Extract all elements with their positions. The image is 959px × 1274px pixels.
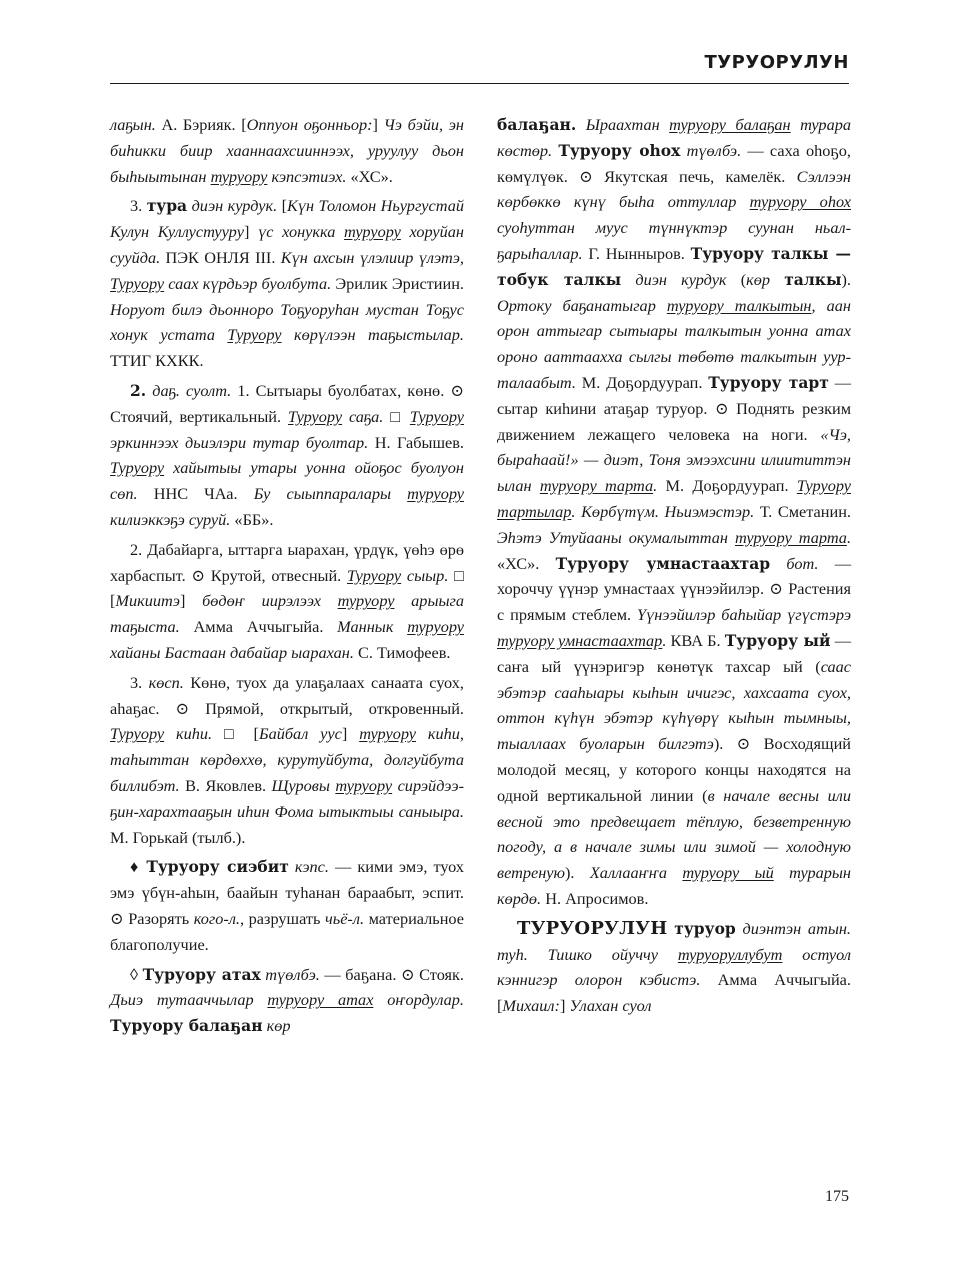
- body-text: ).: [841, 269, 851, 289]
- italic-text: бот.: [770, 553, 819, 573]
- body-text: ]: [244, 222, 259, 242]
- body-text: — сытар киһини атаҕар туруор. ⊙ Поднять резким движением лежащего человека на ноги.: [497, 372, 851, 444]
- example-term: туруору: [359, 724, 416, 744]
- body-text: Амма Аччыгыйа. [: [497, 970, 851, 1016]
- italic-text: көр: [262, 1016, 291, 1036]
- body-text: Н. Габышев.: [368, 432, 464, 452]
- italic-text: Маннык: [337, 617, 408, 637]
- bold-term: Туруору оһох: [558, 140, 681, 160]
- bold-term: Туруору умнастаахтар: [555, 553, 771, 573]
- entry-headword: ТУРУОРУЛУН: [517, 917, 668, 939]
- bold-term: Туруору тарт: [708, 372, 829, 392]
- italic-text: .: [662, 630, 667, 650]
- example-term: туруоруллубут: [677, 944, 783, 964]
- body-text: ПЭК ОНЛЯ III.: [160, 247, 281, 267]
- example-term: туруору оһох: [749, 192, 852, 212]
- body-text: М. Доҕордуурап.: [575, 372, 709, 392]
- example-term: туруору: [407, 484, 464, 504]
- dictionary-paragraph: [497, 112, 851, 912]
- body-text: (: [726, 269, 747, 289]
- italic-text: диэн курдук: [621, 269, 727, 289]
- bold-term: 2.: [130, 380, 147, 400]
- italic-text: хайытыы утары уонна ойоҕос буолуон сөп.: [110, 458, 464, 504]
- body-text: ]: [372, 115, 384, 134]
- dictionary-paragraph: [110, 962, 464, 1039]
- body-text: В. Яковлев.: [179, 775, 272, 795]
- italic-text: остуол кэннигэр олорон кэбистэ.: [497, 944, 851, 990]
- italic-text: Эһэтэ Утуйааны окумалыттан: [497, 527, 735, 547]
- body-text: [770, 270, 784, 289]
- body-text: 2. Дабайарга, ыттарга ыарахан, үрдүк, үөһэ өрө харбаспыт. ⊙ Крутой, отвесный.: [110, 539, 464, 585]
- italic-text: килиэккэҕэ суруй.: [110, 509, 231, 529]
- body-text: ННС ЧАа.: [137, 484, 254, 504]
- italic-text: диэн курдук.: [187, 196, 278, 216]
- example-term: туруору: [210, 166, 268, 186]
- dictionary-paragraph: [497, 916, 851, 1019]
- example-term: туруору атах: [267, 990, 374, 1010]
- body-text: М. Доҕордуурап.: [657, 476, 797, 496]
- italic-text: арыыга таҕыста.: [110, 591, 464, 637]
- body-text: — саха оһоҕо, көмүлүөк. ⊙ Якутская печь, камелёк.: [497, 140, 851, 186]
- italic-text: «Чэ, быраһаай!» — диэт, Тоня эмээхсини илиититтэн ылан: [497, 424, 851, 496]
- example-term: туруору тарта: [734, 527, 847, 547]
- body-text: — саҥа ый үүнэригэр көнөтүк тахсар ый (: [497, 630, 851, 676]
- italic-text: чьё-л.: [325, 908, 365, 928]
- body-text: С. Тимофеев.: [353, 642, 451, 662]
- bold-term: Туруору сиэбит: [146, 857, 289, 877]
- example-term: туруору умнастаахтар: [497, 630, 663, 650]
- body-text: ]: [179, 591, 203, 611]
- dictionary-paragraph: [110, 193, 464, 374]
- italic-text: Ортоку баҕанатыгар: [497, 295, 667, 315]
- body-text: «ХС».: [497, 553, 556, 573]
- italic-text: Байбал уус: [258, 724, 342, 744]
- bold-term: Туруору балаҕан: [110, 1016, 263, 1036]
- italic-text: Халлааҥҥа: [589, 863, 683, 883]
- italic-text: сыыр.: [401, 565, 449, 585]
- italic-text: Чэ бэйи, эн биһикки биир хааннаахсииннээх, уруулуу дьон быһыытынан: [110, 115, 464, 186]
- running-header-title: ТУРУОРУЛУН: [704, 52, 849, 73]
- italic-text: диэнтэн атын. туһ.: [497, 918, 852, 964]
- right-column: [497, 112, 851, 1023]
- example-term: туруору талкытын: [666, 295, 812, 315]
- bold-term: Туруору талкы — тобук талкы: [497, 243, 851, 289]
- italic-text: көрүлээн таҕыстылар.: [281, 325, 464, 345]
- italic-text: хайаны Бастаан дабайар ыарахан.: [110, 642, 354, 662]
- body-text: , разрушать: [240, 908, 326, 928]
- italic-text: Үүнээйилэр баһыйар үгүстэрэ: [637, 605, 852, 625]
- italic-text: Улахан суол: [569, 996, 652, 1016]
- italic-text: Норуот билэ дьонноро Тоҕуоруһан мустан Тоҕус хонук устата: [110, 299, 464, 345]
- body-text: ]: [559, 996, 570, 1016]
- example-term: Туруору: [347, 565, 402, 585]
- italic-text: .: [653, 476, 658, 496]
- body-text: ◊: [130, 964, 143, 984]
- italic-text: Микиитэ: [115, 591, 180, 611]
- italic-text: суоһуттан муус түннүктэр суунан ньалҕарыһаллар.: [497, 218, 851, 263]
- body-text: 3.: [130, 672, 149, 692]
- body-text: М. Горькай (тылб.).: [110, 827, 246, 847]
- example-term: Туруору: [110, 273, 165, 293]
- example-term: Туруору: [227, 325, 282, 345]
- italic-text: Щуровы: [271, 775, 336, 795]
- italic-text: , аан орон аттыгар сытыары талкытын уонна атах ороно ааттаахха сылгы төбөтө талкытын уурталаабыт.: [497, 295, 851, 392]
- example-term: Туруору: [409, 406, 464, 426]
- body-text: Г. Нынныров.: [582, 243, 691, 263]
- page-number: 175: [825, 1188, 849, 1205]
- italic-text: Оппуон оҕонньор:: [246, 115, 373, 134]
- italic-text: оҥордулар.: [373, 990, 464, 1010]
- body-text: □ [: [212, 724, 259, 744]
- body-text: материальное благополучие.: [110, 908, 464, 954]
- italic-text: түөлбэ.: [680, 140, 742, 160]
- italic-text: Бу сыыппаралары: [253, 484, 408, 504]
- body-text: Амма Аччыгыйа.: [179, 617, 338, 637]
- italic-text: кэпс.: [288, 857, 329, 877]
- example-term: туруору: [335, 775, 393, 795]
- italic-text: .: [846, 527, 852, 547]
- body-text: □ [: [110, 565, 465, 611]
- body-text: Т. Сметанин.: [754, 501, 851, 521]
- italic-text: даҕ. суолт.: [146, 380, 232, 400]
- body-text: 1. Сытыары буолбатах, көнө. ⊙ Стоячий, вертикальный.: [110, 380, 464, 426]
- body-text: «ХС».: [346, 166, 393, 186]
- italic-text: көр: [746, 269, 771, 289]
- italic-text: кэпсэтиэх.: [267, 166, 347, 186]
- example-term: туруору: [344, 222, 401, 242]
- italic-text: турарын көрдө.: [497, 863, 851, 908]
- body-text: — кими эмэ, туох эмэ үбүн-аһын, баайын туһанан бараабыт, эспит. ⊙ Разорять: [110, 857, 464, 928]
- italic-text: бөдөҥ иирэлээх: [202, 591, 338, 611]
- body-text: А. Бэрияк. [: [155, 115, 247, 134]
- example-term: туруору тарта: [539, 476, 654, 496]
- italic-text: киһи, таһыттан көрдөххө, курутуйбута, долгуйбута биллибэт.: [110, 724, 464, 795]
- italic-text: в начале весны или весной это предвещает тёплую, безветренную погоду, а в начале зимы или зимой — холодную ветреную: [497, 785, 851, 883]
- italic-text: Ыраахтан: [576, 115, 670, 134]
- example-term: Туруору: [287, 406, 343, 426]
- italic-text: эркиннээх дьиэлэри тутар буолтар.: [110, 432, 369, 452]
- italic-text: сирэйдээҕин-харахтааҕын иһин Фома ытыктыы саныыра.: [110, 775, 464, 821]
- bold-term: Туруору ый: [724, 630, 831, 650]
- body-text: ♦: [130, 857, 147, 877]
- example-term: Туруору тартылар: [497, 476, 851, 521]
- body-text: — хороччу үүнэр умнастаах үүнээйилэр. ⊙ Растения с прямым стеблем.: [497, 553, 852, 625]
- bold-term: туруор: [674, 918, 736, 938]
- italic-text: көсп.: [148, 672, 184, 692]
- example-term: туруору балаҕан: [669, 115, 791, 134]
- example-term: Туруору: [110, 724, 165, 744]
- italic-text: турара көстөр.: [497, 115, 851, 160]
- italic-text: киһи.: [164, 724, 213, 744]
- italic-text: Күн ахсын үлэлиир үлэтэ,: [280, 247, 464, 267]
- body-text: «ББ».: [230, 509, 274, 529]
- bold-term: талкы: [784, 269, 842, 289]
- body-text: ). ⊙ Восходящий молодой месяц, у которого концы находятся на одной вертикальной линии (: [497, 734, 851, 805]
- body-text: — баҕана. ⊙ Стояк.: [319, 964, 464, 984]
- example-term: туруору: [407, 617, 464, 637]
- bold-term: Туруору атах: [142, 964, 261, 984]
- italic-text: . Көрбүтүм. Ньиэмэстэр.: [571, 501, 755, 521]
- body-text: Н. Апросимов.: [541, 888, 649, 908]
- italic-text: саах күрдьэр буолбута.: [164, 273, 332, 293]
- bold-term: тура: [146, 196, 188, 216]
- dictionary-paragraph: [110, 854, 464, 957]
- example-term: Туруору: [110, 458, 165, 478]
- body-text: ]: [341, 724, 360, 744]
- italic-text: саҕа.: [342, 406, 384, 426]
- example-term: туруору: [337, 591, 395, 611]
- body-text: [: [277, 196, 288, 216]
- dictionary-paragraph: [110, 670, 464, 851]
- bold-term: балаҕан.: [497, 115, 577, 134]
- body-text: ТТИГ КХКК.: [110, 351, 204, 371]
- header-rule: [110, 83, 849, 84]
- italic-text: саас эбэтэр сааһыары кыһын ичигэс, хахсаата суох, оттон күһүн эбэтэр күһүөрү кыһын тымныы, тыаллаах буоларын билгэтэ: [497, 656, 851, 754]
- body-text: КВА Б.: [666, 630, 725, 650]
- body-text: ).: [565, 863, 590, 883]
- italic-text: лаҕын.: [110, 115, 156, 134]
- dictionary-paragraph: [110, 112, 464, 189]
- italic-text: Дьиэ тутааччылар: [110, 990, 268, 1010]
- dictionary-paragraph: [110, 537, 464, 666]
- dictionary-paragraph: [110, 378, 464, 533]
- body-text: Эрилик Эристиин.: [331, 273, 464, 293]
- example-term: туруору ый: [682, 863, 774, 883]
- italic-text: Сэллээн көрбөккө күнү быһа оттуллар: [497, 166, 851, 212]
- italic-text: үс хонукка: [258, 222, 345, 242]
- italic-text: хоруйан сууйда.: [110, 222, 464, 267]
- body-text: Көнө, туох да улаҕалаах санаата суох, аһаҕас. ⊙ Прямой, открытый, откровенный.: [110, 672, 465, 718]
- italic-text: Күн Толомон Ньургустай Кулун Куллустуурy: [110, 196, 464, 242]
- italic-text: түөлбэ.: [260, 964, 320, 984]
- body-text: □: [383, 406, 410, 426]
- italic-text: Тишко ойуччу: [547, 944, 678, 964]
- italic-text: кого-л.: [193, 908, 240, 928]
- italic-text: Михаил:: [502, 996, 560, 1016]
- left-column: [110, 112, 464, 1043]
- body-text: [528, 945, 548, 964]
- body-text: 3.: [130, 196, 147, 216]
